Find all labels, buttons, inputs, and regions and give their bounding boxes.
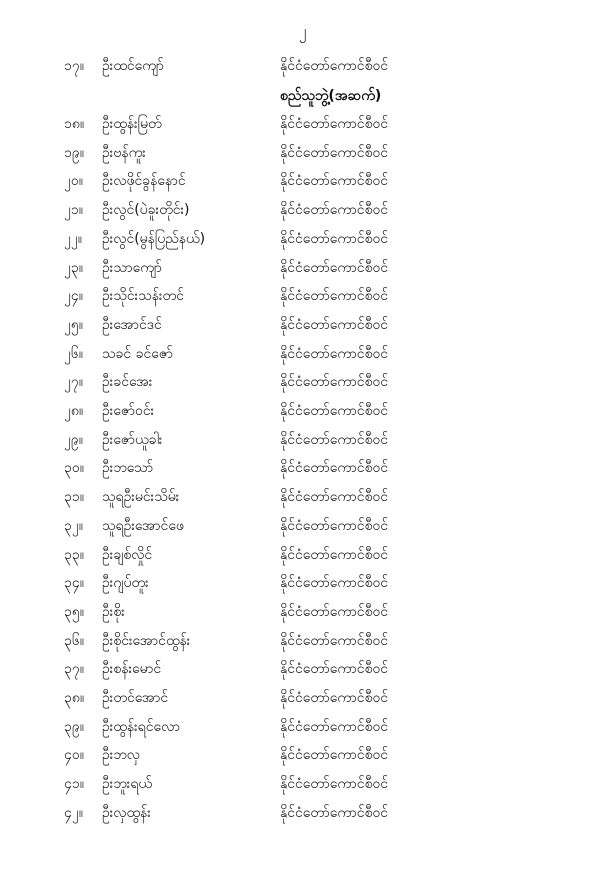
entry-number: ၃၉။ xyxy=(64,718,84,735)
entry-number: ၃၅။ xyxy=(64,603,84,620)
entry-number: ၂၆။ xyxy=(64,345,83,362)
entry-number: ၁၇။ xyxy=(64,58,84,74)
entry-role: နိုင်ငံတော်ကောင်စီဝင် xyxy=(280,403,389,419)
entry-name: ဦးလဖိုင်ခွန်နောင် xyxy=(102,173,186,190)
entry-number: ၂၅။ xyxy=(64,316,83,333)
entry-name: ဦးစိုင်းအောင်ထွန်း xyxy=(102,632,191,649)
entry-number: ၂၂။ xyxy=(64,230,82,247)
entry-role: နိုင်ငံတော်ကောင်စီဝင် xyxy=(280,575,389,592)
entry-number: ၂၈။ xyxy=(64,403,84,419)
entry-role: နိုင်ငံတော်ကောင်စီဝင် xyxy=(280,58,389,74)
entry-number: ၃၀။ xyxy=(64,460,84,477)
entry-role: နိုင်ငံတော်ကောင်စီဝင် xyxy=(280,460,389,477)
entry-number: ၃၆။ xyxy=(64,632,84,649)
entry-role: နိုင်ငံတော်ကောင်စီဝင် xyxy=(280,173,389,190)
entry-number: ၃၈။ xyxy=(64,690,85,706)
entry-name: ဦးဗန်ကူး xyxy=(102,144,146,161)
entry-role: နိုင်ငံတော်ကောင်စီဝင် xyxy=(280,776,389,793)
entry-name: ဦးဂျပ်တူး xyxy=(102,575,149,592)
entry-number: ၂၉။ xyxy=(64,431,83,448)
entry-role: နိုင်ငံတော်ကောင်စီဝင် xyxy=(280,603,389,620)
entry-name: ဦးဘူးရယ် xyxy=(102,776,152,793)
entry-name: ဦးထွန်းမြတ် xyxy=(102,116,162,132)
entry-name: ဦးထွန်းရင်လော xyxy=(102,718,180,735)
entry-role: နိုင်ငံတော်ကောင်စီဝင် xyxy=(280,259,389,276)
entry-role: နိုင်ငံတော်ကောင်စီဝင် xyxy=(280,517,389,534)
entry-role: နိုင်ငံတော်ကောင်စီဝင် xyxy=(280,230,389,247)
entry-number: ၄၁။ xyxy=(64,776,84,793)
entry-name: ဦးစန်းမောင် xyxy=(102,661,162,678)
entry-number: ၃၁။ xyxy=(64,489,84,506)
entry-role: နိုင်ငံတော်ကောင်စီဝင် xyxy=(280,804,389,821)
entry-number: ၃၂။ xyxy=(64,517,83,534)
entry-number: ၃၃။ xyxy=(64,546,84,563)
entry-role: နိုင်ငံတော်ကောင်စီဝင် xyxy=(280,489,389,506)
entry-role: နိုင်ငံတော်ကောင်စီဝင် xyxy=(280,661,389,678)
entry-number: ၃၄။ xyxy=(64,575,84,592)
entry-name: ဦးသိုင်းသန်းတင် xyxy=(102,288,184,305)
entry-number: ၂၀။ xyxy=(64,173,83,190)
entry-number: ၄၂။ xyxy=(64,804,83,821)
entry-role: နိုင်ငံတော်ကောင်စီဝင် xyxy=(280,202,389,219)
entry-role: နိုင်ငံတော်ကောင်စီဝင် xyxy=(280,116,389,132)
entry-number: ၄၀။ xyxy=(64,747,84,764)
entry-name: ဦးချစ်လှိုင် xyxy=(102,546,153,563)
entry-number: ၂၁။ xyxy=(64,202,83,219)
entry-role: နိုင်ငံတော်ကောင်စီဝင် xyxy=(280,345,389,362)
entry-number: ၂၇။ xyxy=(64,374,83,391)
entry-role: နိုင်ငံတော်ကောင်စီဝင် xyxy=(280,690,389,706)
entry-number: ၁၈။ xyxy=(64,116,85,132)
entry-name: သူရဦးအောင်ဖေ xyxy=(102,517,184,534)
entry-number: ၂၃။ xyxy=(64,259,83,276)
entry-name: ဦးစိုး xyxy=(102,603,125,620)
entry-number: ၃၇။ xyxy=(64,661,84,678)
entry-role: နိုင်ငံတော်ကောင်စီဝင် xyxy=(280,374,389,391)
entry-role: နိုင်ငံတော်ကောင်စီဝင် xyxy=(280,546,389,563)
entry-name: ဦးလွင်(မွန်ပြည်နယ်) xyxy=(102,230,206,247)
page-number: ၂ xyxy=(298,22,307,40)
entry-name: ဦးအောင်ဒင် xyxy=(102,316,162,333)
entry-role: နိုင်ငံတော်ကောင်စီဝင် xyxy=(280,288,389,305)
entry-role: နိုင်ငံတော်ကောင်စီဝင် xyxy=(280,144,389,161)
entry-name: ဦးဘသော် xyxy=(102,460,154,477)
entry-role: နိုင်ငံတော်ကောင်စီဝင် xyxy=(280,632,389,649)
entry-number: ၁၉။ xyxy=(64,144,84,161)
entry-name: ဦးတင်အောင် xyxy=(102,690,169,706)
entry-name: ဦးလှထွန်း xyxy=(102,804,151,821)
section-heading: စည်သူဘွဲ့(အဆက်) xyxy=(280,88,382,104)
entry-number: ၂၄။ xyxy=(64,288,83,305)
entry-name: ဦးသာကျော် xyxy=(102,259,162,276)
entry-name: ဦးလွင်(ပဲခူးတိုင်း) xyxy=(102,202,190,219)
entry-name: ဦးဇော်ဝင်း xyxy=(102,403,155,419)
entry-name: ဦးဘလှ xyxy=(102,747,140,764)
entry-name: သူရဦးမင်းသိမ်း xyxy=(102,489,180,506)
entry-name: ဦးထင်ကျော် xyxy=(102,58,164,74)
entry-role: နိုင်ငံတော်ကောင်စီဝင် xyxy=(280,747,389,764)
entry-name: ဦးဇော်ယူခါး xyxy=(102,431,163,448)
entry-role: နိုင်ငံတော်ကောင်စီဝင် xyxy=(280,316,389,333)
entry-name: ဦးခင်အေး xyxy=(102,374,153,391)
entry-role: နိုင်ငံတော်ကောင်စီဝင် xyxy=(280,718,389,735)
entry-name: သခင် ခင်ဇော် xyxy=(102,345,173,362)
entry-role: နိုင်ငံတော်ကောင်စီဝင် xyxy=(280,431,389,448)
